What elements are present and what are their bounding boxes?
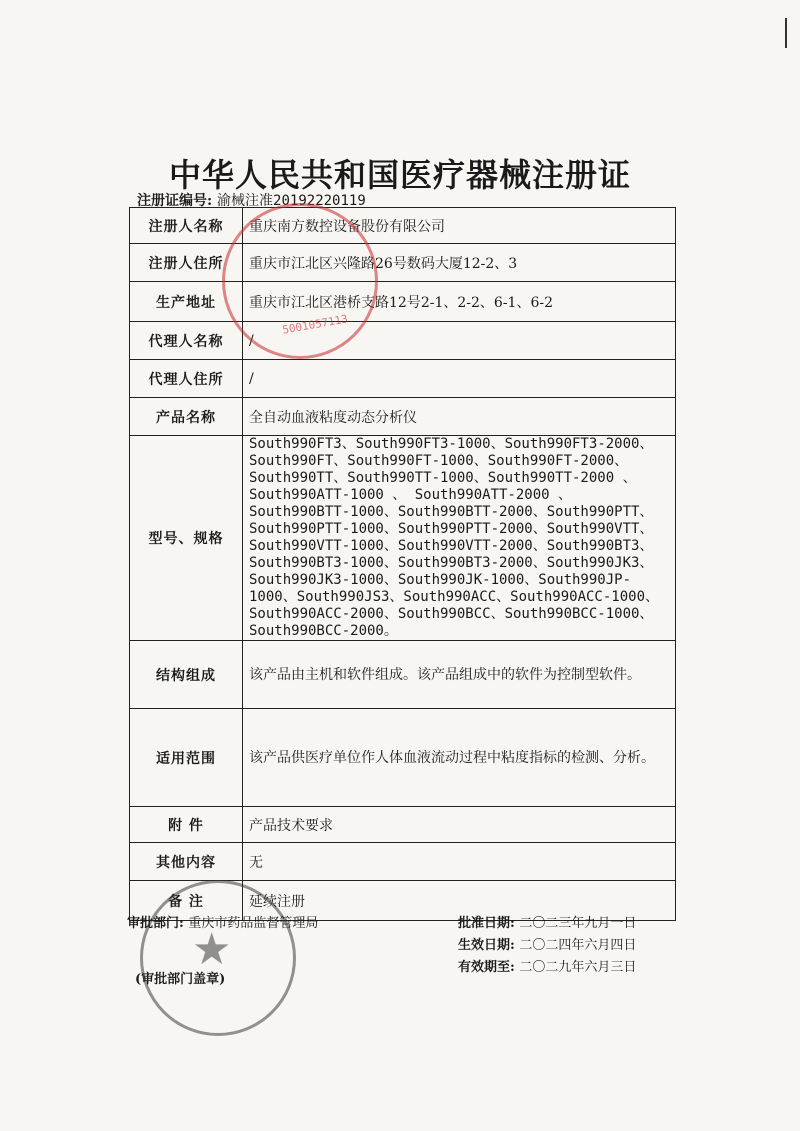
row-label: 生产地址 [130, 282, 243, 322]
approve-date-label: 批准日期: [458, 916, 515, 931]
row-label: 适用范围 [130, 709, 243, 807]
row-label: 产品名称 [130, 398, 243, 436]
row-label: 备 注 [130, 881, 243, 921]
row-value: 重庆南方数控设备股份有限公司 [243, 208, 676, 244]
row-value: 产品技术要求 [243, 807, 676, 843]
effective-date-label: 生效日期: [458, 938, 515, 953]
table-row [130, 843, 676, 881]
approver [127, 912, 318, 931]
table-row [130, 360, 676, 398]
table-row [130, 282, 676, 322]
registration-number-value: 渝械注准20192220119 [217, 193, 366, 209]
row-label: 结构组成 [130, 641, 243, 709]
margin-mark [785, 18, 787, 48]
row-label: 注册人住所 [130, 244, 243, 282]
table-row [130, 398, 676, 436]
table-row [130, 322, 676, 360]
page-title: 中华人民共和国医疗器械注册证 [168, 156, 631, 194]
model-list: South990FT3、South990FT3-1000、South990FT3-2000、South990FT、South990FT-1000、South990FT-2000、South990TT、South990TT-1000、South990TT-2000 、 South990ATT-1000 、 South990ATT-2000 、South990BTT-1000、South990BTT-2000、South990PTT、South990PTT-1000、South990PTT-2000、South990VTT、South990VTT-1000、South990VTT-2000、South990BT3、South990BT3-1000、South990BT3-2000、South990JK3、South990JK3-1000、South990JK-1000、South990JP-1000、South990JS3、South990ACC、South990ACC-1000、South990ACC-2000、South990BCC、South990BCC-1000、South990BCC-2000。 [243, 436, 676, 641]
row-label: 其他内容 [130, 843, 243, 881]
row-label: 代理人住所 [130, 360, 243, 398]
approver-value: 重庆市药品监督管理局 [188, 916, 319, 931]
row-value: 延续注册 [243, 881, 676, 921]
registration-number-label: 注册证编号: [137, 193, 213, 209]
table-row [130, 208, 676, 244]
row-value: 无 [243, 843, 676, 881]
table-row [130, 244, 676, 282]
row-value: 重庆市江北区兴隆路26号数码大厦12-2、3 [243, 244, 676, 282]
seal-number: 5001057113 [281, 312, 349, 337]
row-value: 全自动血液粘度动态分析仪 [243, 398, 676, 436]
approver-label: 审批部门: [127, 916, 184, 931]
table-row [130, 641, 676, 709]
table-row [130, 709, 676, 807]
row-value: 该产品供医疗单位作人体血液流动过程中粘度指标的检测、分析。 [243, 709, 676, 807]
effective-date [458, 934, 636, 953]
expiry-date-label: 有效期至: [458, 960, 515, 975]
row-label: 附 件 [130, 807, 243, 843]
row-label: 型号、规格 [130, 436, 243, 641]
certificate-table [129, 207, 676, 921]
row-value: 重庆市江北区港桥支路12号2-1、2-2、6-1、6-2 [243, 282, 676, 322]
row-label: 注册人名称 [130, 208, 243, 244]
stamp-note: (审批部门盖章) [135, 972, 226, 987]
row-label: 代理人名称 [130, 322, 243, 360]
table-row [130, 436, 676, 641]
row-value: / [243, 322, 676, 360]
row-value: / [243, 360, 676, 398]
effective-date-value: 二〇二四年六月四日 [519, 938, 637, 953]
approve-date-value: 二〇二三年九月一日 [519, 916, 637, 931]
table-row [130, 807, 676, 843]
expiry-date-value: 二〇二九年六月三日 [519, 960, 637, 975]
row-value: 该产品由主机和软件组成。该产品组成中的软件为控制型软件。 [243, 641, 676, 709]
approve-date [458, 912, 636, 931]
expiry-date [458, 956, 636, 975]
star-icon: ★ [192, 924, 232, 975]
